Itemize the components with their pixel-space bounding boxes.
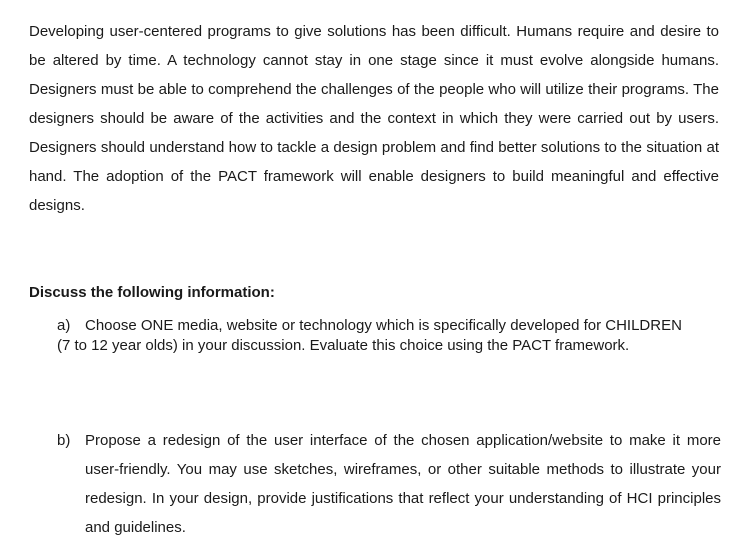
list-text-b: Propose a redesign of the user interface of the chosen application/website to make it more user-friendly. You may use sketches, wireframes, or other suitable methods to illustrate your redesign. In your design, provide justifications that reflect your understanding of HCI principles and guidelines. xyxy=(85,432,721,536)
list-item-a xyxy=(57,316,697,356)
list-item-b xyxy=(57,426,721,542)
list-marker-b: b) xyxy=(57,432,71,449)
list-marker-a: a) xyxy=(57,317,71,334)
intro-paragraph: Developing user-centered programs to give solutions has been difficult. Humans require and desire to be altered by time. A technology cannot stay in one stage since it must evolve alongside humans. Designers must be able to comprehend the challenges of the people who will utilize their programs. The designers should be aware of the activities and the context in which they were carried out by users. Designers should understand how to tackle a design problem and find better solutions to the situation at hand. The adoption of the PACT framework will enable designers to build meaningful and effective designs. xyxy=(29,23,719,214)
list-text-a: Choose ONE media, website or technology which is specifically developed for CHILDREN (7 to 12 year olds) in your discussion. Evaluate this choice using the PACT framework. xyxy=(57,317,682,354)
section-heading: Discuss the following information: xyxy=(29,284,275,301)
